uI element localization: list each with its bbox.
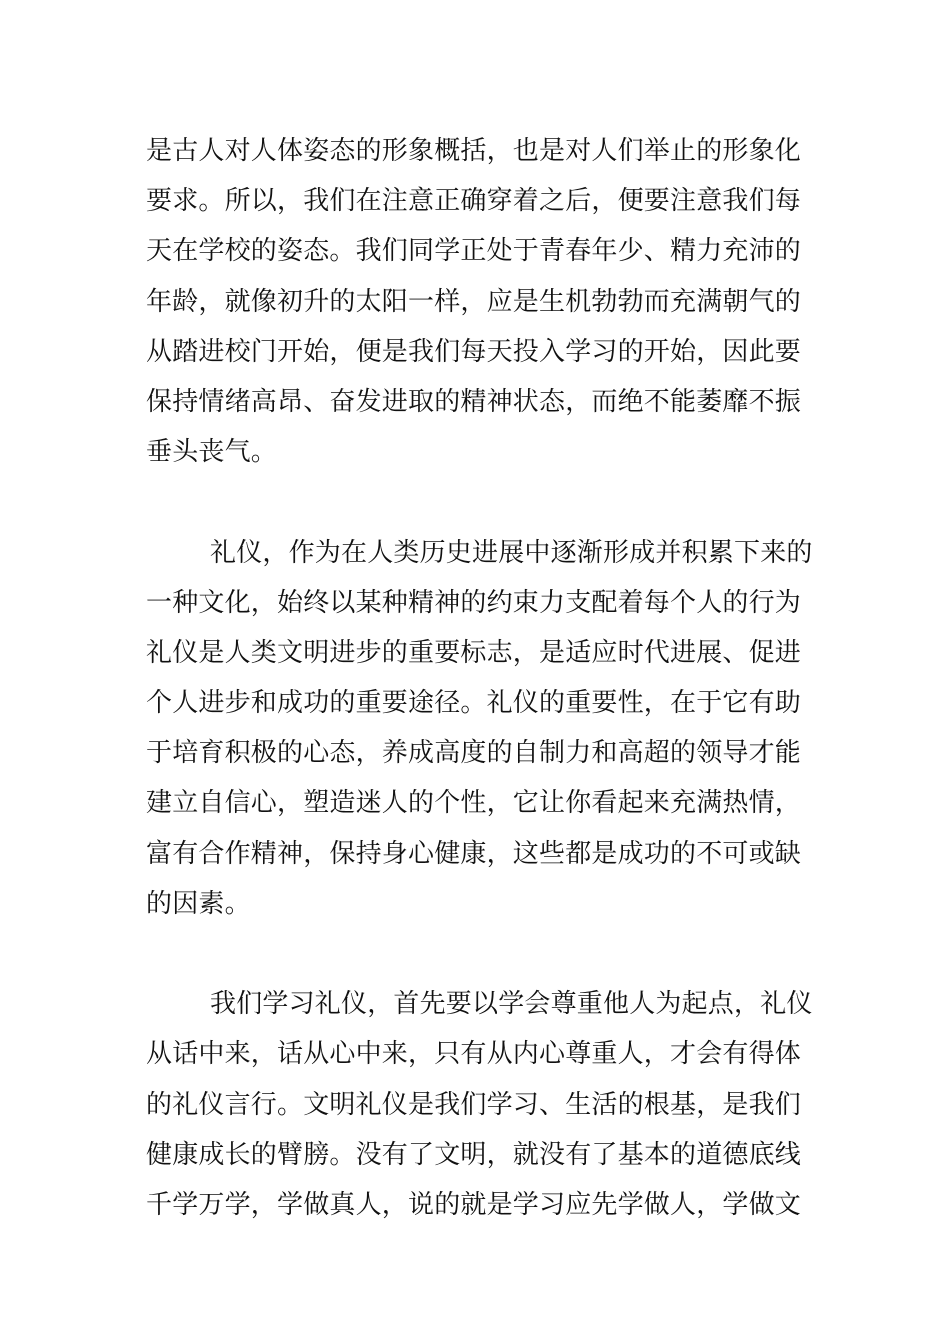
text-line: 从话中来，话从心中来，只有从内心尊重人，才会有得体 bbox=[146, 1039, 802, 1070]
text-line: 垂头丧气。 bbox=[146, 437, 278, 468]
text-line: 建立自信心，塑造迷人的个性，它让你看起来充满热情， bbox=[146, 788, 802, 819]
text-line: 保持情绪高昂、奋发进取的精神状态，而绝不能萎靡不振 bbox=[146, 386, 802, 417]
text-line: 年龄，就像初升的太阳一样，应是生机勃勃而充满朝气的 bbox=[146, 286, 802, 317]
paragraph-2 bbox=[146, 528, 813, 930]
paragraph-1 bbox=[146, 126, 810, 477]
text-line: 礼仪是人类文明进步的重要标志，是适应时代进展、促进 bbox=[146, 637, 802, 668]
text-line: 的因素。 bbox=[146, 888, 251, 919]
text-line: 要求。所以，我们在注意正确穿着之后，便要注意我们每 bbox=[146, 186, 802, 217]
document-body bbox=[146, 126, 813, 1230]
paragraph-3 bbox=[146, 979, 813, 1230]
text-line: 从踏进校门开始，便是我们每天投入学习的开始，因此要 bbox=[146, 336, 802, 367]
paragraph-gap bbox=[146, 477, 810, 527]
text-line: 天在学校的姿态。我们同学正处于青春年少、精力充沛的 bbox=[146, 236, 802, 267]
text-line: 礼仪，作为在人类历史进展中逐渐形成并积累下来的 bbox=[210, 537, 813, 568]
text-line: 是古人对人体姿态的形象概括，也是对人们举止的形象化 bbox=[146, 136, 802, 166]
text-line: 的礼仪言行。文明礼仪是我们学习、生活的根基，是我们 bbox=[146, 1089, 802, 1120]
text-line: 我们学习礼仪，首先要以学会尊重他人为起点，礼仪 bbox=[210, 989, 813, 1020]
text-line: 个人进步和成功的重要途径。礼仪的重要性，在于它有助 bbox=[146, 688, 802, 719]
paragraph-gap bbox=[146, 929, 810, 979]
text-line: 于培育积极的心态，养成高度的自制力和高超的领导才能 bbox=[146, 738, 802, 769]
text-line: 富有合作精神，保持身心健康，这些都是成功的不可或缺 bbox=[146, 838, 802, 869]
text-line: 一种文化，始终以某种精神的约束力支配着每个人的行为 bbox=[146, 587, 802, 618]
text-line: 健康成长的臂膀。没有了文明，就没有了基本的道德底线 bbox=[146, 1139, 802, 1170]
text-line: 千学万学，学做真人，说的就是学习应先学做人，学做文 bbox=[146, 1189, 802, 1220]
